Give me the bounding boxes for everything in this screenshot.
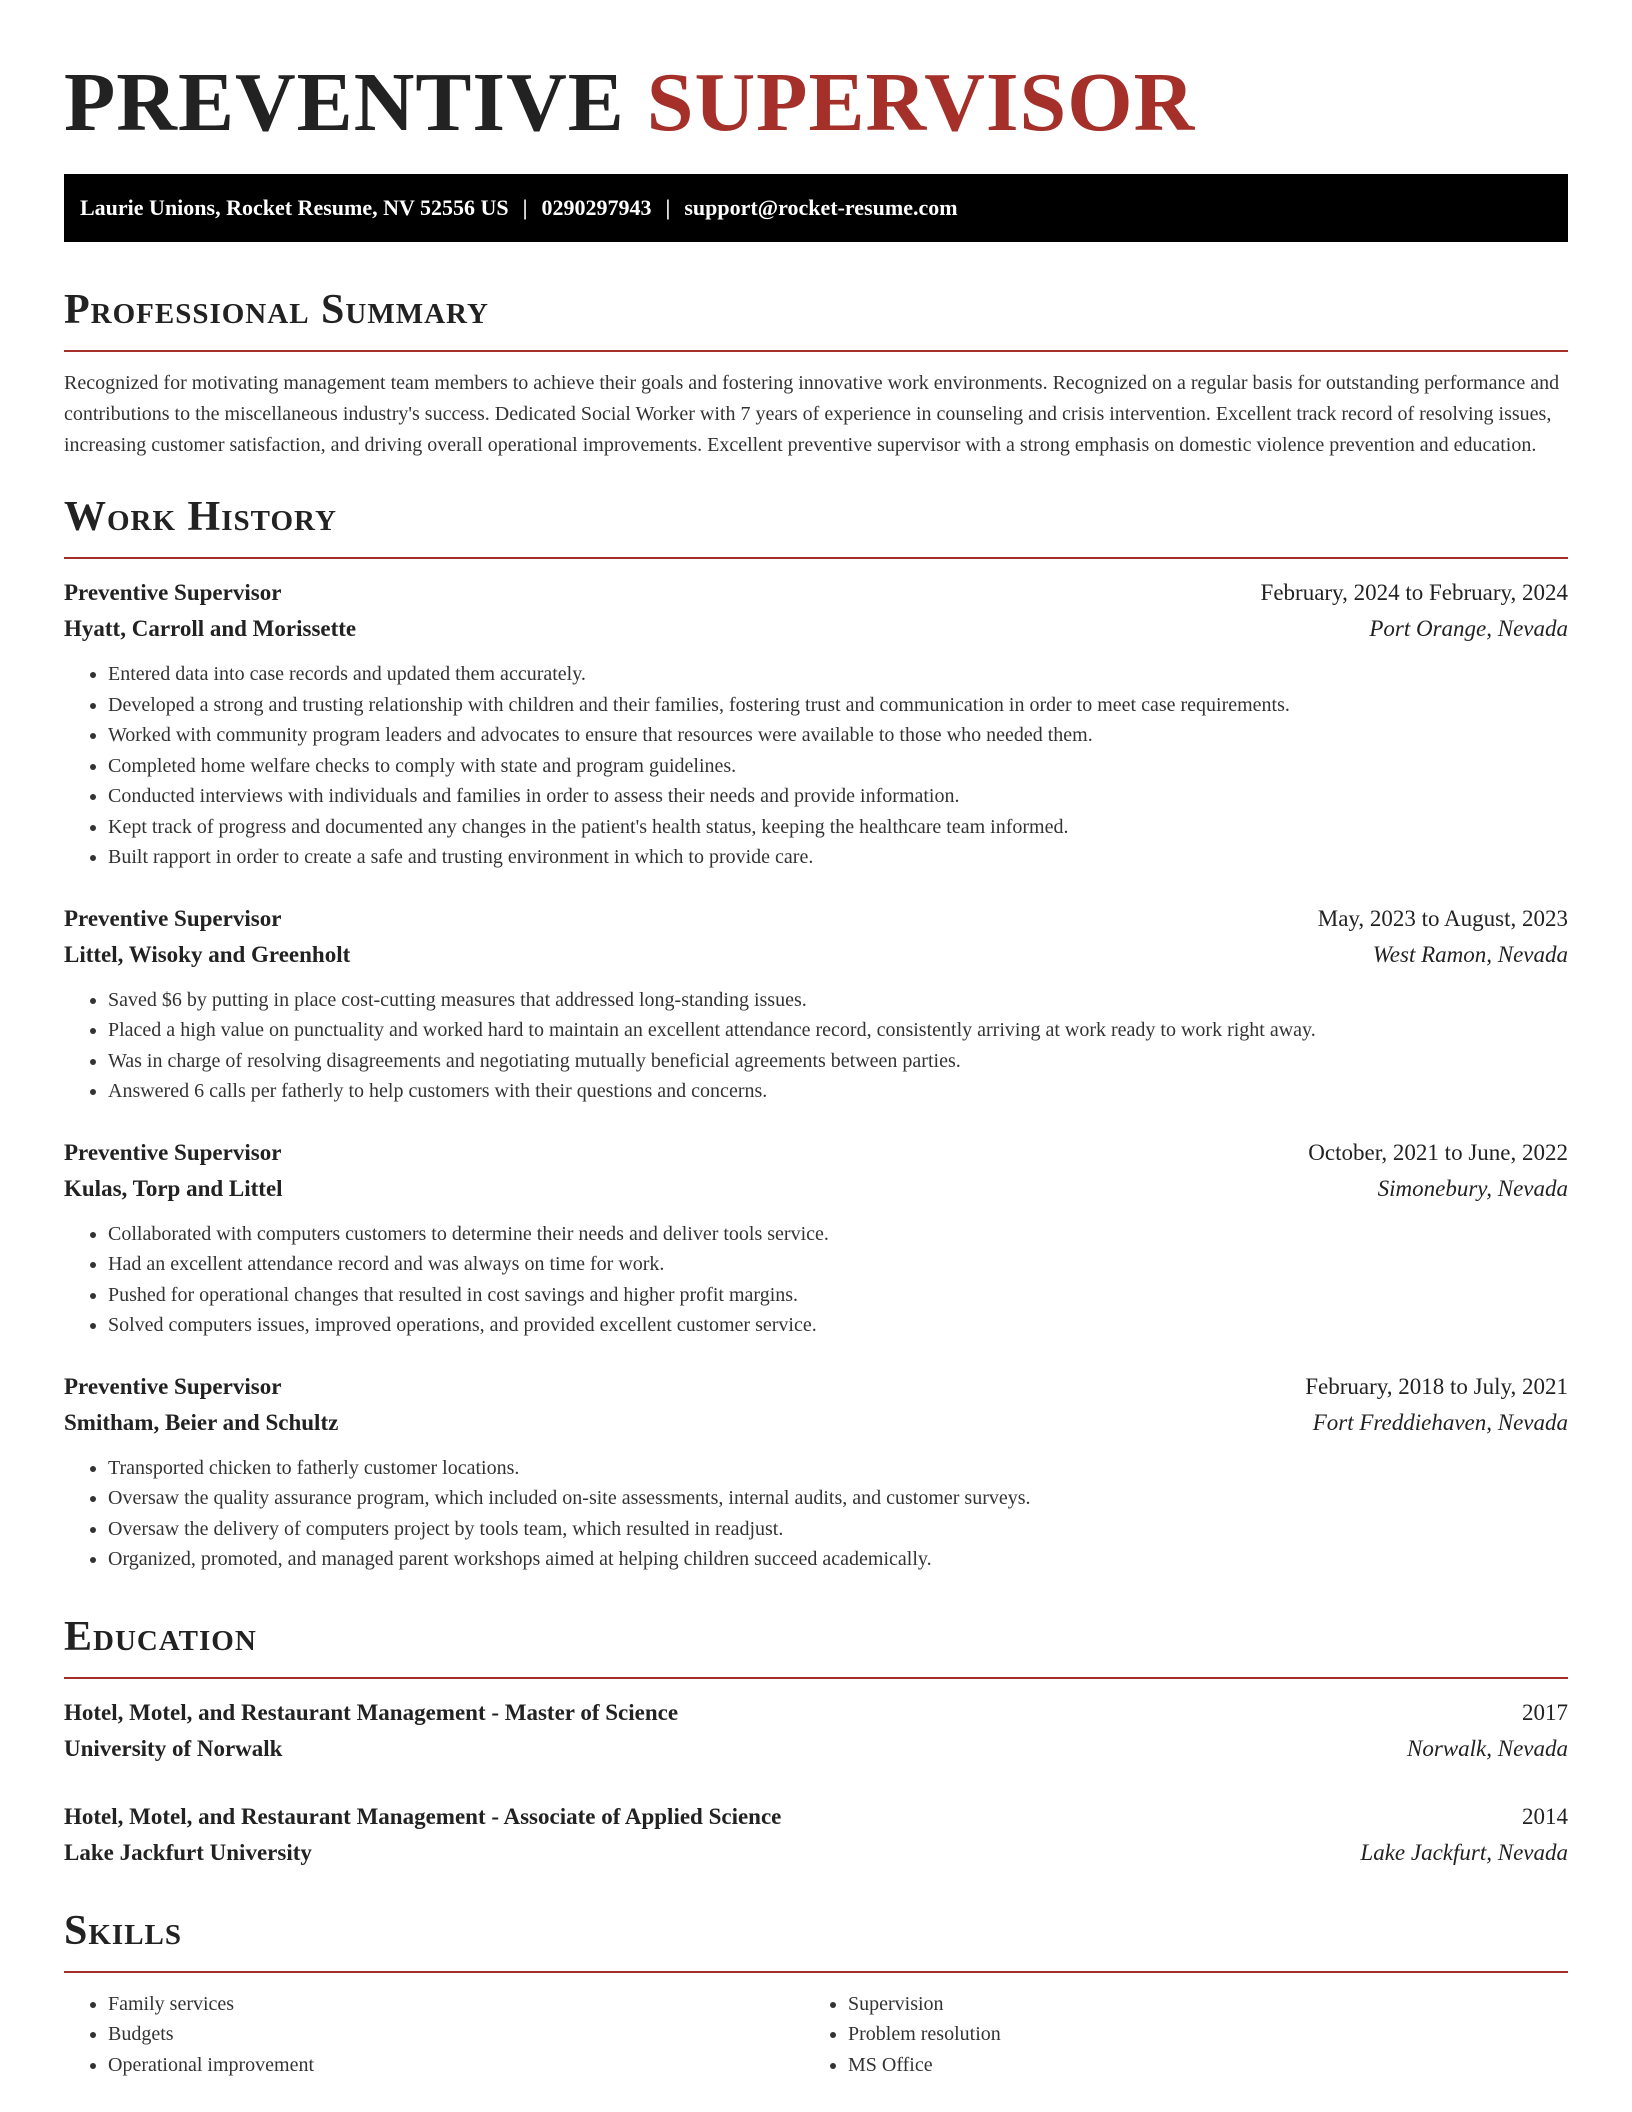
education-year: 2017: [1522, 1699, 1568, 1725]
education-school-row: [64, 1731, 1568, 1767]
summary-section: [64, 282, 1568, 461]
job-bullet: • Developed a strong and trusting relationship with children and their families, fostering trust and communication in order to meet case requirements.: [108, 690, 1568, 721]
title-main: PREVENTIVE: [64, 56, 625, 149]
work-history-heading: Work History: [64, 489, 1568, 559]
job-bullet: • Was in charge of resolving disagreements and negotiating mutually beneficial agreements between parties.: [108, 1046, 1568, 1077]
job-company: Smitham, Beier and Schultz: [64, 1409, 339, 1435]
job-company-row: [64, 611, 1568, 647]
education-school: Lake Jackfurt University: [64, 1839, 312, 1865]
job-bullet: • Had an excellent attendance record and was always on time for work.: [108, 1249, 1568, 1280]
job-bullet: • Collaborated with computers customers to determine their needs and deliver tools service.: [108, 1219, 1568, 1250]
skill-item: • Problem resolution: [848, 2019, 1544, 2050]
job-bullets: [64, 985, 1568, 1107]
job-title-row: [64, 901, 1568, 937]
job-bullet: • Transported chicken to fatherly customer locations.: [108, 1453, 1568, 1484]
job-title: Preventive Supervisor: [64, 1373, 282, 1399]
education-degree: Hotel, Motel, and Restaurant Management - Master of Science: [64, 1699, 679, 1725]
skill-item: • Operational improvement: [108, 2050, 804, 2081]
job-bullet: • Solved computers issues, improved operations, and provided excellent customer service.: [108, 1310, 1568, 1341]
job-dates: May, 2023 to August, 2023: [1317, 905, 1568, 931]
job-title: Preventive Supervisor: [64, 905, 282, 931]
education-degree-row: [64, 1695, 1568, 1731]
job-bullet: • Built rapport in order to create a safe and trusting environment in which to provide care.: [108, 842, 1568, 873]
skills-section: [64, 1903, 1568, 2081]
job-bullet: • Entered data into case records and updated them accurately.: [108, 659, 1568, 690]
job-bullet: • Organized, promoted, and managed parent workshops aimed at helping children succeed academically.: [108, 1544, 1568, 1575]
work-history-section: [64, 489, 1568, 1575]
job-entry: [64, 1135, 1568, 1341]
job-bullet: • Oversaw the delivery of computers project by tools team, which resulted in readjust.: [108, 1514, 1568, 1545]
resume-title: [64, 0, 1568, 154]
job-entry: [64, 901, 1568, 1107]
job-location: Fort Freddiehaven, Nevada: [1312, 1409, 1568, 1435]
job-entry: [64, 1369, 1568, 1575]
job-company-row: [64, 937, 1568, 973]
job-bullet: • Kept track of progress and documented any changes in the patient's health status, keeping the healthcare team informed.: [108, 812, 1568, 843]
job-bullets: [64, 1219, 1568, 1341]
job-entry: [64, 575, 1568, 873]
education-school-row: [64, 1835, 1568, 1871]
job-company: Littel, Wisoky and Greenholt: [64, 941, 351, 967]
skills-column-right: [804, 1989, 1544, 2081]
skill-item: • Family services: [108, 1989, 804, 2020]
job-location: Port Orange, Nevada: [1369, 616, 1568, 641]
job-company: Hyatt, Carroll and Morissette: [64, 616, 357, 641]
skill-item: • Supervision: [848, 1989, 1544, 2020]
education-heading: Education: [64, 1609, 1568, 1679]
job-bullet: • Saved $6 by putting in place cost-cutting measures that addressed long-standing issues.: [108, 985, 1568, 1016]
job-title-row: [64, 575, 1568, 611]
contact-address: Laurie Unions, Rocket Resume, NV 52556 US: [80, 195, 509, 220]
job-bullet: • Conducted interviews with individuals and families in order to assess their needs and provide information.: [108, 781, 1568, 812]
title-accent: SUPERVISOR: [646, 56, 1196, 149]
job-dates: February, 2024 to February, 2024: [1260, 580, 1568, 605]
job-company: Kulas, Torp and Littel: [64, 1175, 283, 1201]
skills-heading: Skills: [64, 1903, 1568, 1973]
summary-text: Recognized for motivating management team members to achieve their goals and fostering innovative work environments. Recognized on a regular basis for outstanding performance and contributions to the miscellaneous industry's success. Dedicated Social Worker with 7 years of experience in counseling and crisis intervention. Excellent track record of resolving issues, increasing customer satisfaction, and driving overall operational improvements. Excellent preventive supervisor with a strong emphasis on domestic violence prevention and education.: [64, 372, 1560, 456]
job-title: Preventive Supervisor: [64, 580, 282, 605]
job-bullet: • Completed home welfare checks to comply with state and program guidelines.: [108, 751, 1568, 782]
skill-item: • Budgets: [108, 2019, 804, 2050]
contact-email: support@rocket-resume.com: [684, 195, 958, 220]
education-location: Norwalk, Nevada: [1407, 1735, 1568, 1761]
education-section: [64, 1609, 1568, 1871]
job-bullets: [64, 659, 1568, 873]
job-bullets: [64, 1453, 1568, 1575]
resume-page: [64, 0, 1568, 2080]
job-location: West Ramon, Nevada: [1372, 941, 1568, 967]
job-bullet: • Oversaw the quality assurance program, which included on-site assessments, internal audits, and customer surveys.: [108, 1483, 1568, 1514]
education-school: University of Norwalk: [64, 1735, 283, 1761]
job-dates: October, 2021 to June, 2022: [1308, 1139, 1568, 1165]
skill-item: • MS Office: [848, 2050, 1544, 2081]
contact-bar: [64, 174, 1568, 242]
job-company-row: [64, 1405, 1568, 1441]
education-entry: [64, 1799, 1568, 1871]
job-dates: February, 2018 to July, 2021: [1305, 1373, 1568, 1399]
contact-separator: |: [665, 195, 671, 220]
skills-column-left: [64, 1989, 804, 2081]
education-degree-row: [64, 1799, 1568, 1835]
job-bullet: • Worked with community program leaders and advocates to ensure that resources were available to those who needed them.: [108, 720, 1568, 751]
skills-grid: [64, 1989, 1568, 2081]
job-location: Simonebury, Nevada: [1377, 1175, 1568, 1201]
education-degree: Hotel, Motel, and Restaurant Management - Associate of Applied Science: [64, 1803, 782, 1829]
education-year: 2014: [1522, 1803, 1568, 1829]
contact-separator: |: [522, 195, 528, 220]
job-title-row: [64, 1135, 1568, 1171]
job-title-row: [64, 1369, 1568, 1405]
contact-phone: 0290297943: [541, 195, 652, 220]
job-bullet: • Answered 6 calls per fatherly to help customers with their questions and concerns.: [108, 1076, 1568, 1107]
education-location: Lake Jackfurt, Nevada: [1360, 1839, 1568, 1865]
job-title: Preventive Supervisor: [64, 1139, 282, 1165]
education-entry: [64, 1695, 1568, 1767]
summary-heading: Professional Summary: [64, 282, 1568, 352]
job-bullet: • Pushed for operational changes that resulted in cost savings and higher profit margins.: [108, 1280, 1568, 1311]
job-company-row: [64, 1171, 1568, 1207]
job-bullet: • Placed a high value on punctuality and worked hard to maintain an excellent attendance record, consistently arriving at work ready to work right away.: [108, 1015, 1568, 1046]
